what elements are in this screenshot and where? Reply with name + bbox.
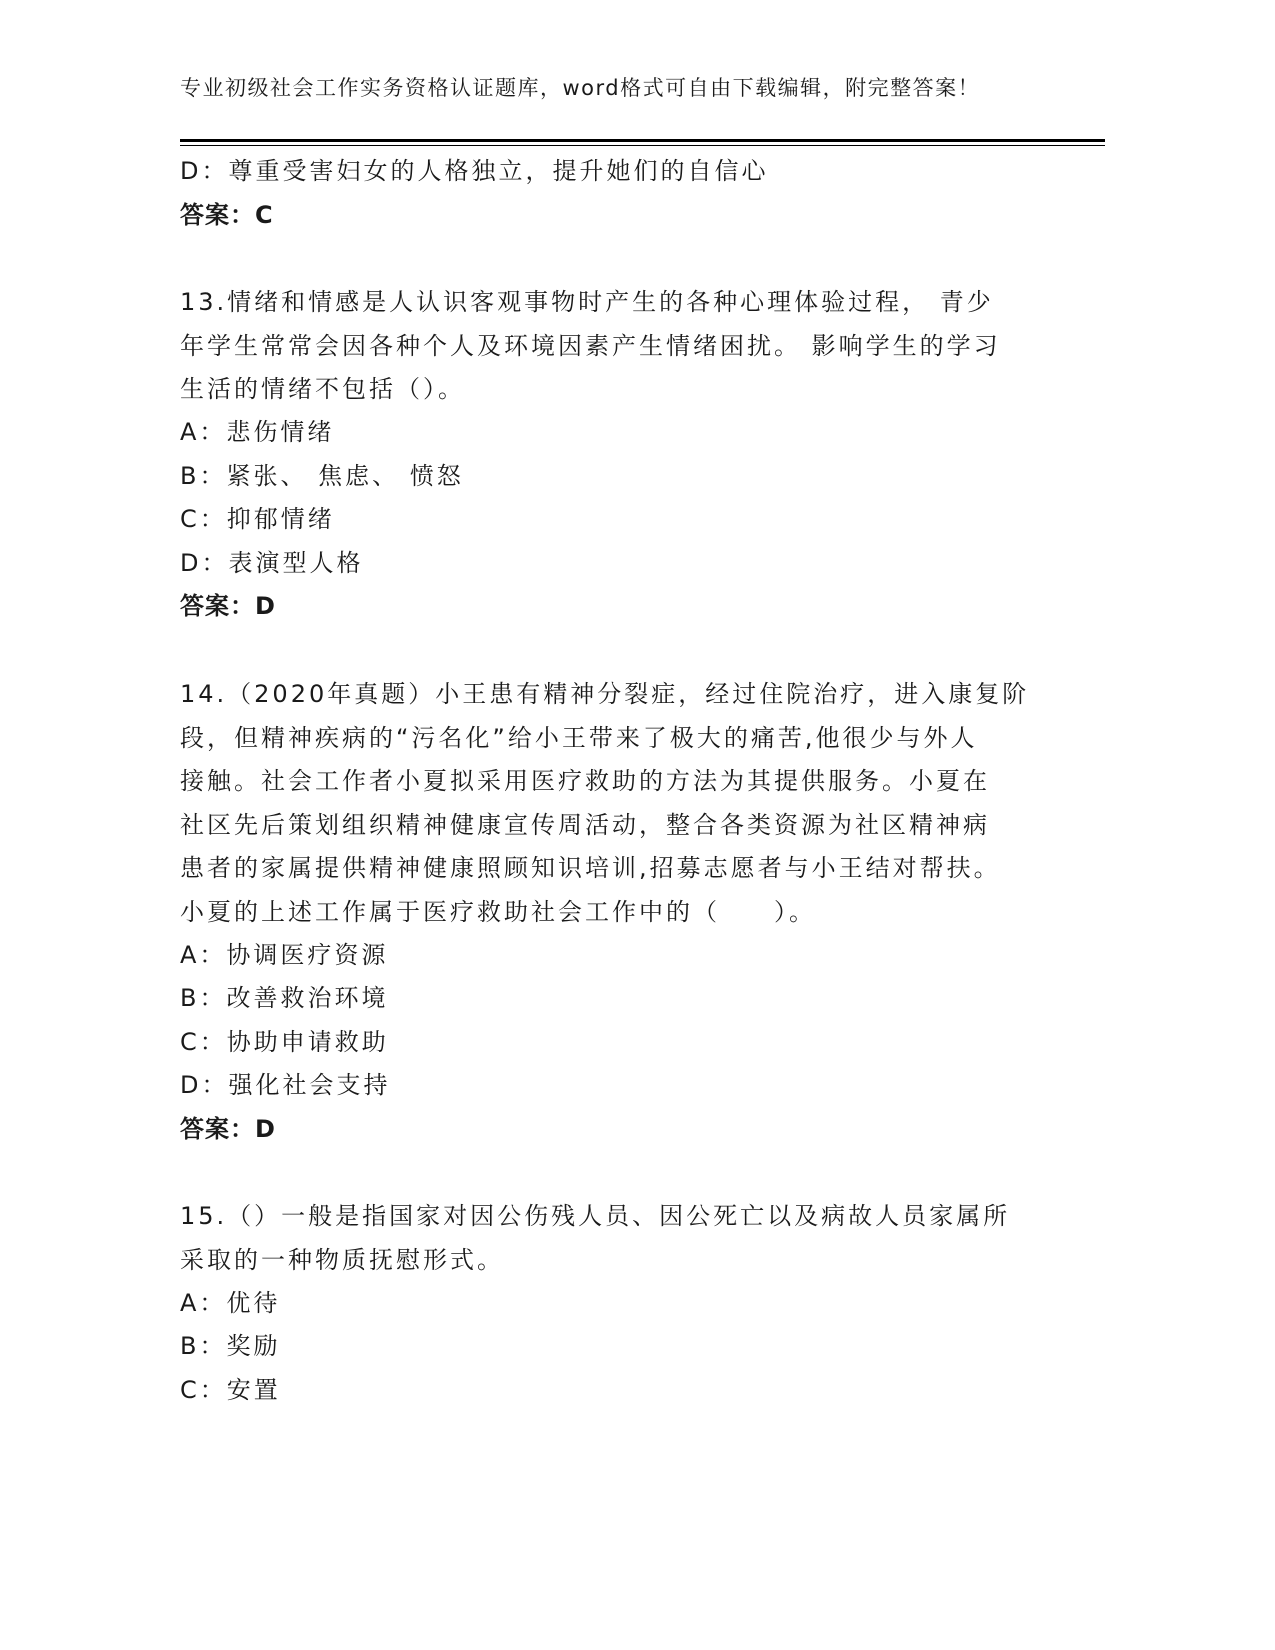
question-stem: 15.（）一般是指国家对因公伤残人员、因公死亡以及病故人员家属所	[180, 1202, 1011, 1231]
question-15	[180, 1194, 1080, 1412]
question-stem: 社区先后策划组织精神健康宣传周活动，整合各类资源为社区精神病	[180, 810, 990, 839]
option-d: D：表演型人格	[180, 548, 364, 577]
question-stem: 小夏的上述工作属于医疗救助社会工作中的（ ）。	[180, 897, 816, 926]
question-stem: 生活的情绪不包括（）。	[180, 375, 465, 404]
question-stem: 14.（2020年真题）小王患有精神分裂症，经过住院治疗，进入康复阶	[180, 679, 1030, 708]
option-b: B：奖励	[180, 1332, 281, 1361]
question-stem: 患者的家属提供精神健康照顾知识培训,招募志愿者与小王结对帮扶。	[180, 854, 1001, 883]
option-b: B：改善救治环境	[180, 984, 389, 1013]
question-stem: 采取的一种物质抚慰形式。	[180, 1246, 504, 1275]
answer: 答案：D	[180, 592, 276, 621]
answer: 答案：D	[180, 1114, 276, 1143]
question-14	[180, 672, 1080, 1152]
header-divider-thin	[180, 145, 1105, 146]
option-b: B：紧张、 焦虑、 愤怒	[180, 461, 464, 490]
page-header: 专业初级社会工作实务资格认证题库，word格式可自由下载编辑，附完整答案！	[180, 76, 981, 100]
option-c: C：安置	[180, 1375, 281, 1404]
question-stem: 13.情绪和情感是人认识客观事物时产生的各种心理体验过程， 青少	[180, 288, 994, 317]
header-divider-thick	[180, 139, 1105, 142]
option-a: A：优待	[180, 1288, 281, 1317]
question-stem: 段，但精神疾病的“污名化”给小王带来了极大的痛苦,他很少与外人	[180, 723, 978, 752]
option-d: D：尊重受害妇女的人格独立，提升她们的自信心	[180, 157, 769, 185]
question-stem: 接触。社会工作者小夏拟采用医疗救助的方法为其提供服务。小夏在	[180, 767, 990, 796]
spacer	[180, 237, 1080, 280]
option-c: C：协助申请救助	[180, 1027, 389, 1056]
question-13	[180, 280, 1080, 629]
option-d: D：强化社会支持	[180, 1071, 391, 1100]
spacer	[180, 629, 1080, 672]
question-12-tail	[180, 150, 1080, 237]
option-a: A：悲伤情绪	[180, 417, 335, 446]
option-a: A：协调医疗资源	[180, 940, 389, 969]
question-stem: 年学生常常会因各种个人及环境因素产生情绪困扰。 影响学生的学习	[180, 331, 1001, 360]
question-content	[180, 150, 1080, 1412]
answer: 答案：C	[180, 200, 274, 229]
spacer	[180, 1151, 1080, 1194]
option-c: C：抑郁情绪	[180, 505, 335, 534]
